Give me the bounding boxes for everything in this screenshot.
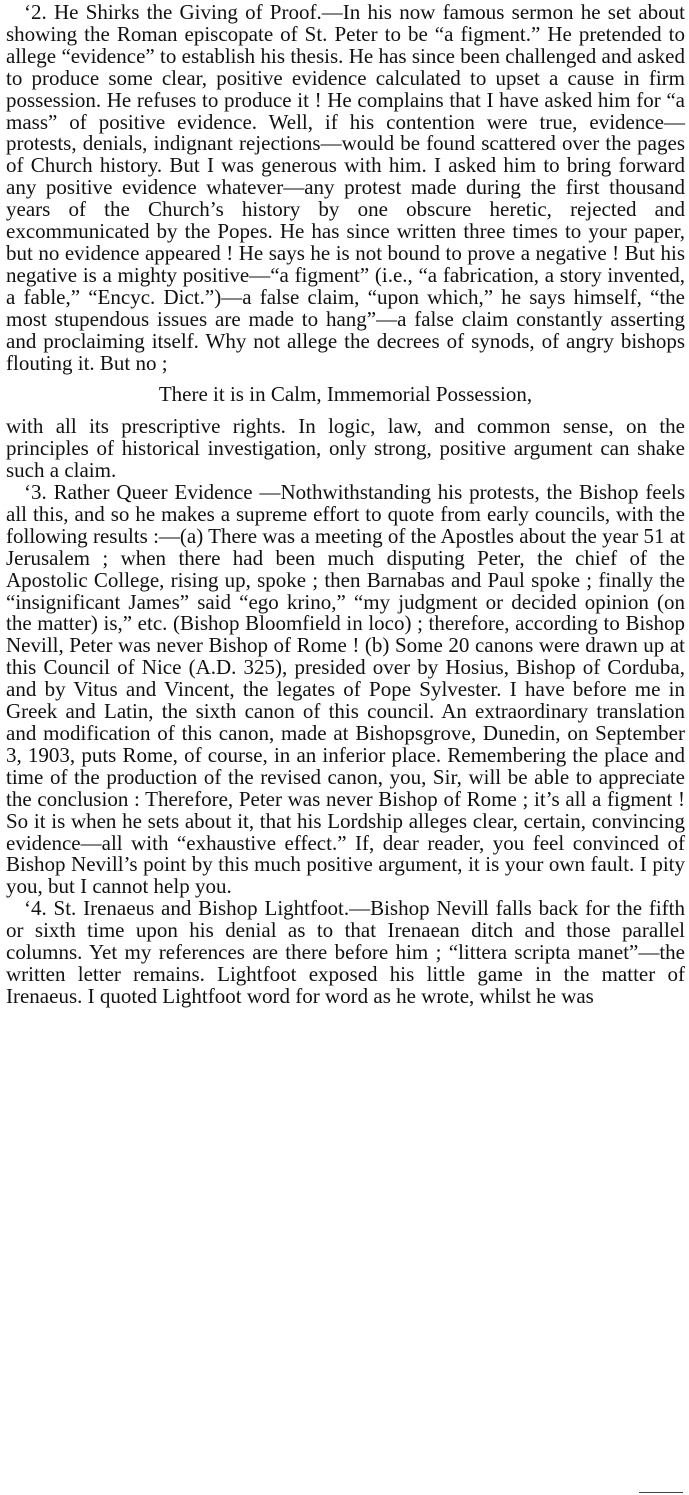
paragraph-prescriptive-rights: with all its prescriptive rights. In logic, law, and common sense, on the principles of historical investigation, only strong, positive argument can shake such a claim. xyxy=(6,414,685,483)
paragraph-shirks-proof: ‘2. He Shirks the Giving of Proof.—In his now famous sermon he set about showing the Roman episcopate of St. Peter to be “a figment.” He pretended to allege “evidence” to establish his thesis. He has since been challenged and asked to produce some clear, positive evidence calculated to upset a cause in firm possession. He refuses to produce it ! He complains that I have asked him for “a mass” of positive evidence. Well, if his contention were true, evidence—protests, denials, indignant rejections—would be found scattered over the pages of Church history. But I was generous with him. I asked him to bring forward any positive evidence whatever—any protest made during the first thousand years of the Church’s history by one obscure heretic, rejected and excommunicated by the Popes. He has since written three times to your paper, but no evidence appeared ! He says he is not bound to prove a negative ! But his negative is a mighty positive—“a figment” (i.e., “a fabrication, a story invented, a fable,” “Encyc. Dict.”)—a false claim, “upon which,” he says himself, “the most stupendous issues are made to hang”—a false claim constantly asserting and proclaiming itself. Why not allege the decrees of synods, of angry bishops flouting it. But no ; xyxy=(6,0,685,375)
paragraph-irenaeus-lightfoot: ‘4. St. Irenaeus and Bishop Lightfoot.—Bishop Nevill falls back for the fifth or sixth time upon his denial as to that Irenaean ditch and those parallel columns. Yet my references are there before him ; “littera scripta manet”—the written letter remains. Lightfoot exposed his little game in the matter of Irenaeus. I quoted Lightfoot word for word as he wrote, whilst he was xyxy=(6,896,685,1008)
column-end-rule xyxy=(639,1492,683,1493)
paragraph-queer-evidence: ‘3. Rather Queer Evidence —Nothwithstanding his protests, the Bishop feels all this, and so he makes a supreme effort to quote from early councils, with the following results :—(a) There was a meeting of the Apostles about the year 51 at Jerusalem ; when there had been much disputing Peter, the chief of the Apostolic College, rising up, spoke ; then Barnabas and Paul spoke ; finally the “insignificant James” said “ego krino,” “my judgment or decided opinion (on the matter) is,” etc. (Bishop Bloomfield in loco) ; therefore, according to Bishop Nevill, Peter was never Bishop of Rome ! (b) Some 20 canons were drawn up at this Council of Nice (A.D. 325), presided over by Hosius, Bishop of Corduba, and by Vitus and Vincent, the legates of Pope Sylvester. I have before me in Greek and Latin, the sixth canon of this council. An extraordinary translation and modification of this canon, made at Bishopsgrove, Dunedin, on September 3, 1903, puts Rome, of course, in an inferior place. Remembering the place and time of the production of the revised canon, you, Sir, will be able to appreciate the conclusion : Therefore, Peter was never Bishop of Rome ; it’s all a figment ! So it is when he sets about it, that his Lordship alleges clear, certain, convincing evidence—all with “exhaustive effect.” If, dear reader, you feel convinced of Bishop Nevill’s point by this much positive argument, it is your own fault. I pity you, but I cannot help you. xyxy=(6,480,685,899)
article-column xyxy=(6,2,685,1008)
centered-quote-line: There it is in Calm, Immemorial Possession, xyxy=(158,382,533,407)
